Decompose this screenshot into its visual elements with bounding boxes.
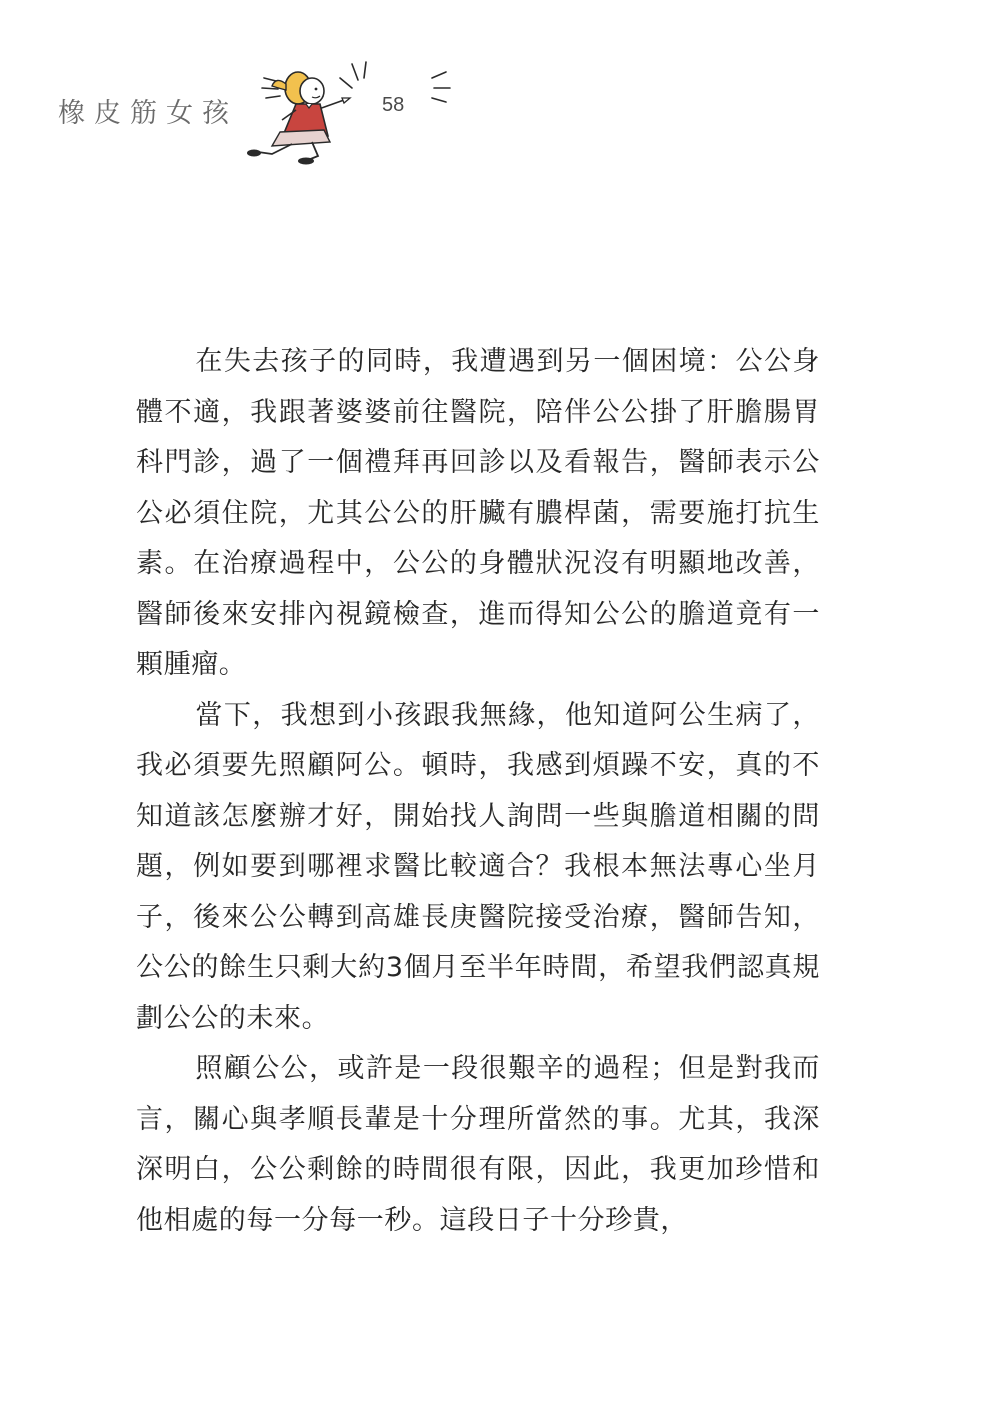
running-girl-illustration [236,58,466,168]
running-head [0,0,1000,180]
body-text [136,337,820,1246]
page-number: 58 [382,94,405,116]
paragraph: 在失去孩子的同時，我遭遇到另一個困境：公公身體不適，我跟著婆婆前往醫院，陪伴公公掛了肝膽腸胃科門診，過了一個禮拜再回診以及看報告，醫師表示公公必須住院，尤其公公的肝臟有膿桿菌，需要施打抗生素。在治療過程中，公公的身體狀況沒有明顯地改善，醫師後來安排內視鏡檢查，進而得知公公的膽道竟有一顆腫瘤。 [136,346,820,680]
paragraph: 照顧公公，或許是一段很艱辛的過程；但是對我而言，關心與孝順長輩是十分理所當然的事。尤其，我深深明白，公公剩餘的時間很有限，因此，我更加珍惜和他相處的每一分每一秒。這段日子十分珍貴， [136,1053,820,1236]
book-title: 橡皮筋女孩 [58,98,238,129]
paragraph: 當下，我想到小孩跟我無緣，他知道阿公生病了，我必須要先照顧阿公。頓時，我感到煩躁不安，真的不知道該怎麼辦才好，開始找人詢問一些與膽道相關的問題，例如要到哪裡求醫比較適合？我根本無法專心坐月子，後來公公轉到高雄長庚醫院接受治療，醫師告知，公公的餘生只剩大約3個月至半年時間，希望我們認真規劃公公的未來。 [136,699,820,1034]
